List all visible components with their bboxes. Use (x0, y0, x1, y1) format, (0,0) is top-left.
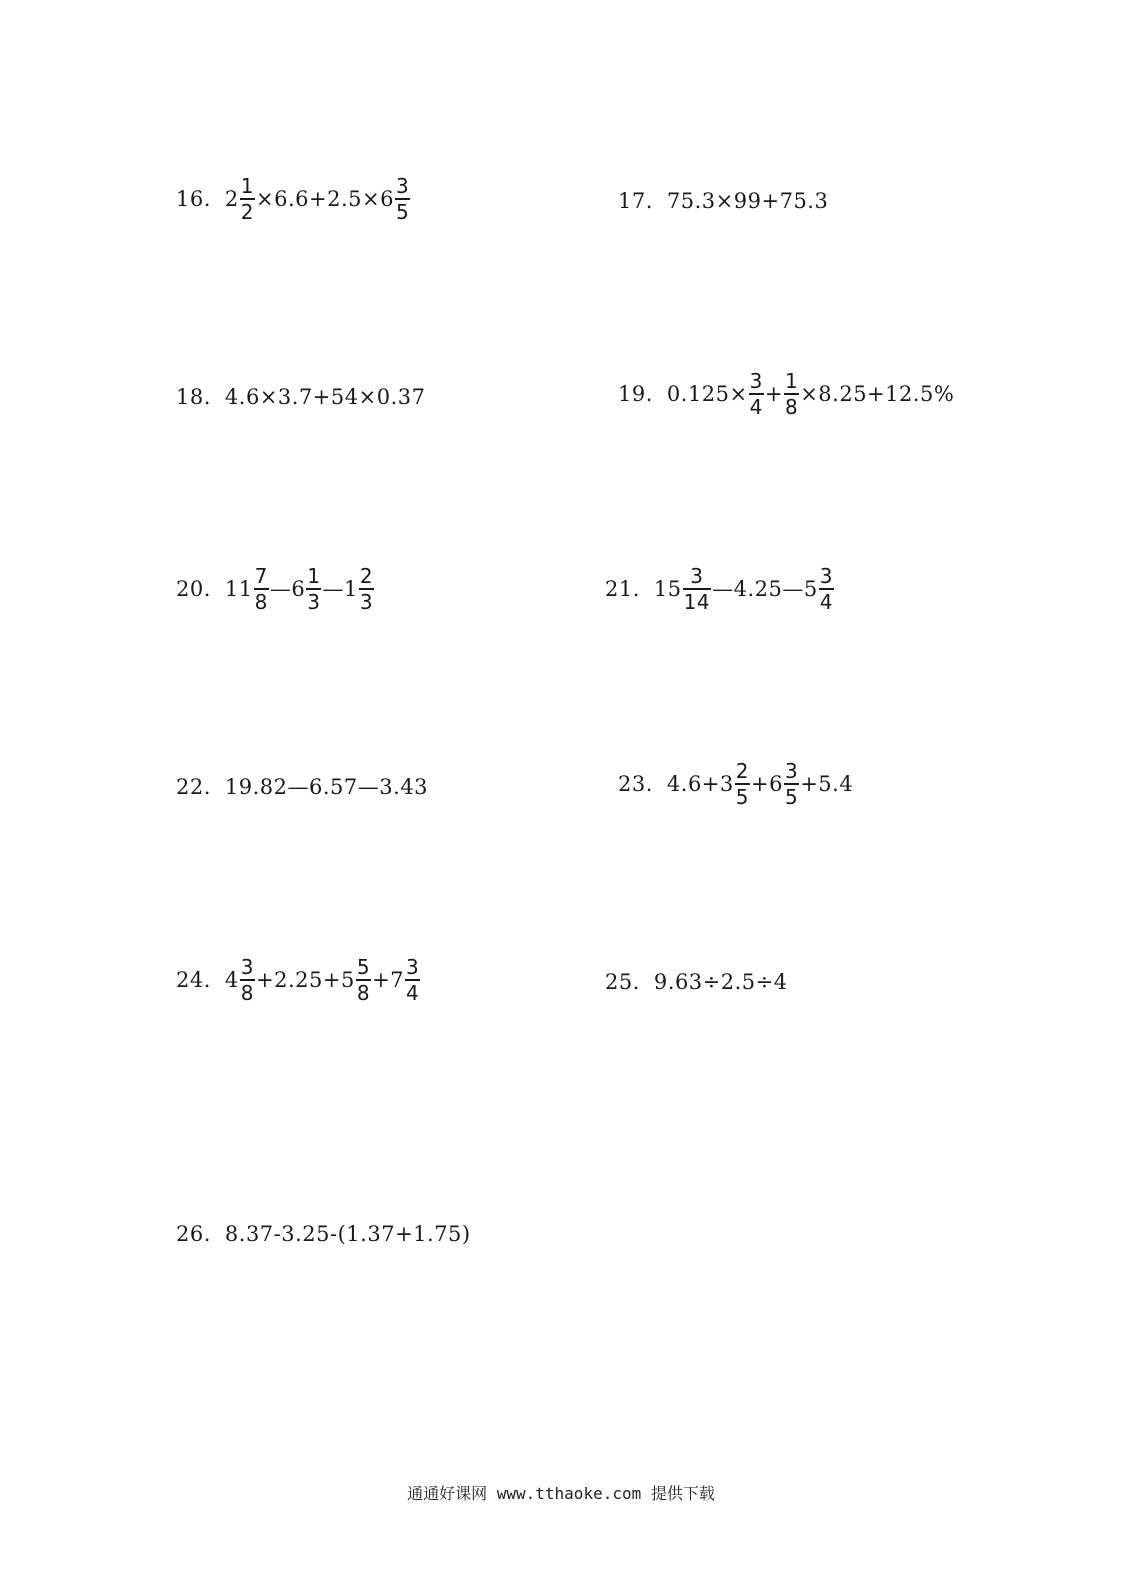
expression-text: —4.25—5 (712, 577, 818, 601)
problem-number: 20. (176, 577, 211, 601)
expression-text: +2.25+5 (256, 968, 355, 992)
fraction (784, 371, 799, 417)
fraction-numerator: 5 (356, 955, 371, 979)
problem-26 (176, 1222, 471, 1246)
problem-23 (618, 761, 853, 807)
problem-number: 16. (176, 187, 211, 211)
problem-number: 24. (176, 968, 211, 992)
expression-text: +6 (751, 772, 783, 796)
fraction-denominator: 14 (683, 590, 711, 614)
expression-text: ×8.25+12.5% (800, 382, 955, 406)
fraction-numerator: 3 (406, 955, 420, 979)
problem-24 (176, 957, 421, 1003)
page-footer: 通通好课网 www.tthaoke.com 提供下载 (407, 1484, 715, 1503)
fraction-denominator: 5 (735, 785, 749, 809)
fraction-denominator: 8 (240, 981, 255, 1005)
fraction (240, 176, 255, 222)
problem-21 (605, 566, 835, 612)
expression-text: 19.82—6.57—3.43 (224, 775, 429, 799)
fraction (735, 761, 750, 807)
fraction (306, 566, 321, 612)
fraction-denominator: 4 (749, 395, 763, 419)
expression-text: 75.3×99+75.3 (666, 189, 829, 213)
expression-text: 4.6+3 (666, 772, 734, 796)
fraction-denominator: 4 (406, 981, 420, 1005)
problem-expression (225, 775, 428, 799)
problem-number: 26. (176, 1222, 211, 1246)
problem-19 (618, 371, 954, 417)
fraction-denominator: 8 (356, 981, 371, 1005)
fraction-numerator: 3 (749, 369, 763, 393)
problem-number: 18. (176, 385, 211, 409)
expression-text: ×6.6+2.5×6 (256, 187, 394, 211)
fraction (405, 957, 420, 1003)
fraction-denominator: 5 (395, 200, 410, 224)
fraction (395, 176, 410, 222)
problem-expression (225, 1222, 471, 1246)
fraction (819, 566, 834, 612)
fraction-denominator: 5 (784, 785, 799, 809)
problem-expression (667, 371, 954, 417)
fraction-denominator: 8 (254, 590, 268, 614)
fraction-denominator: 3 (307, 590, 321, 614)
expression-text: 4.6×3.7+54×0.37 (224, 385, 426, 409)
problem-number: 17. (618, 189, 653, 213)
expression-text: +7 (372, 968, 405, 992)
fraction-denominator: 4 (819, 590, 833, 614)
fraction-numerator: 2 (735, 759, 749, 783)
fraction (356, 957, 371, 1003)
fraction-numerator: 7 (254, 564, 268, 588)
problem-number: 19. (618, 382, 653, 406)
problem-20 (176, 566, 375, 612)
fraction-numerator: 1 (784, 369, 799, 393)
problem-number: 21. (605, 577, 640, 601)
fraction (254, 566, 269, 612)
fraction-numerator: 3 (240, 955, 255, 979)
problem-17 (618, 189, 828, 213)
expression-text: 15 (653, 577, 682, 601)
problem-22 (176, 775, 428, 799)
problem-number: 22. (176, 775, 211, 799)
problem-expression (225, 566, 375, 612)
expression-text: 0.125× (666, 382, 748, 406)
problem-expression (225, 176, 411, 222)
fraction-denominator: 3 (359, 590, 374, 614)
fraction-denominator: 8 (784, 395, 799, 419)
fraction-denominator: 2 (240, 200, 255, 224)
problem-expression (225, 957, 421, 1003)
expression-text: 11 (224, 577, 253, 601)
expression-text: 8.37-3.25-(1.37+1.75) (224, 1222, 471, 1246)
problem-expression (667, 189, 828, 213)
fraction-numerator: 1 (240, 174, 255, 198)
expression-text: —1 (322, 577, 358, 601)
problem-18 (176, 385, 425, 409)
fraction (749, 371, 764, 417)
problem-expression (667, 761, 853, 807)
problem-expression (654, 970, 788, 994)
fraction (359, 566, 374, 612)
expression-text: 2 (224, 187, 239, 211)
expression-text: 4 (224, 968, 239, 992)
problem-expression (225, 385, 426, 409)
fraction-numerator: 2 (359, 564, 374, 588)
fraction-numerator: 3 (395, 174, 410, 198)
fraction-numerator: 3 (690, 564, 704, 588)
fraction (240, 957, 255, 1003)
expression-text: + (764, 382, 783, 406)
fraction-numerator: 1 (307, 564, 321, 588)
problem-expression (654, 566, 835, 612)
problem-number: 23. (618, 772, 653, 796)
fraction (784, 761, 799, 807)
problem-25 (605, 970, 788, 994)
expression-text: —6 (269, 577, 306, 601)
problem-number: 25. (605, 970, 640, 994)
expression-text: +5.4 (800, 772, 854, 796)
fraction-numerator: 3 (784, 759, 799, 783)
expression-text: 9.63÷2.5÷4 (653, 970, 788, 994)
fraction-numerator: 3 (819, 564, 833, 588)
fraction (683, 566, 711, 612)
problem-16 (176, 176, 411, 222)
